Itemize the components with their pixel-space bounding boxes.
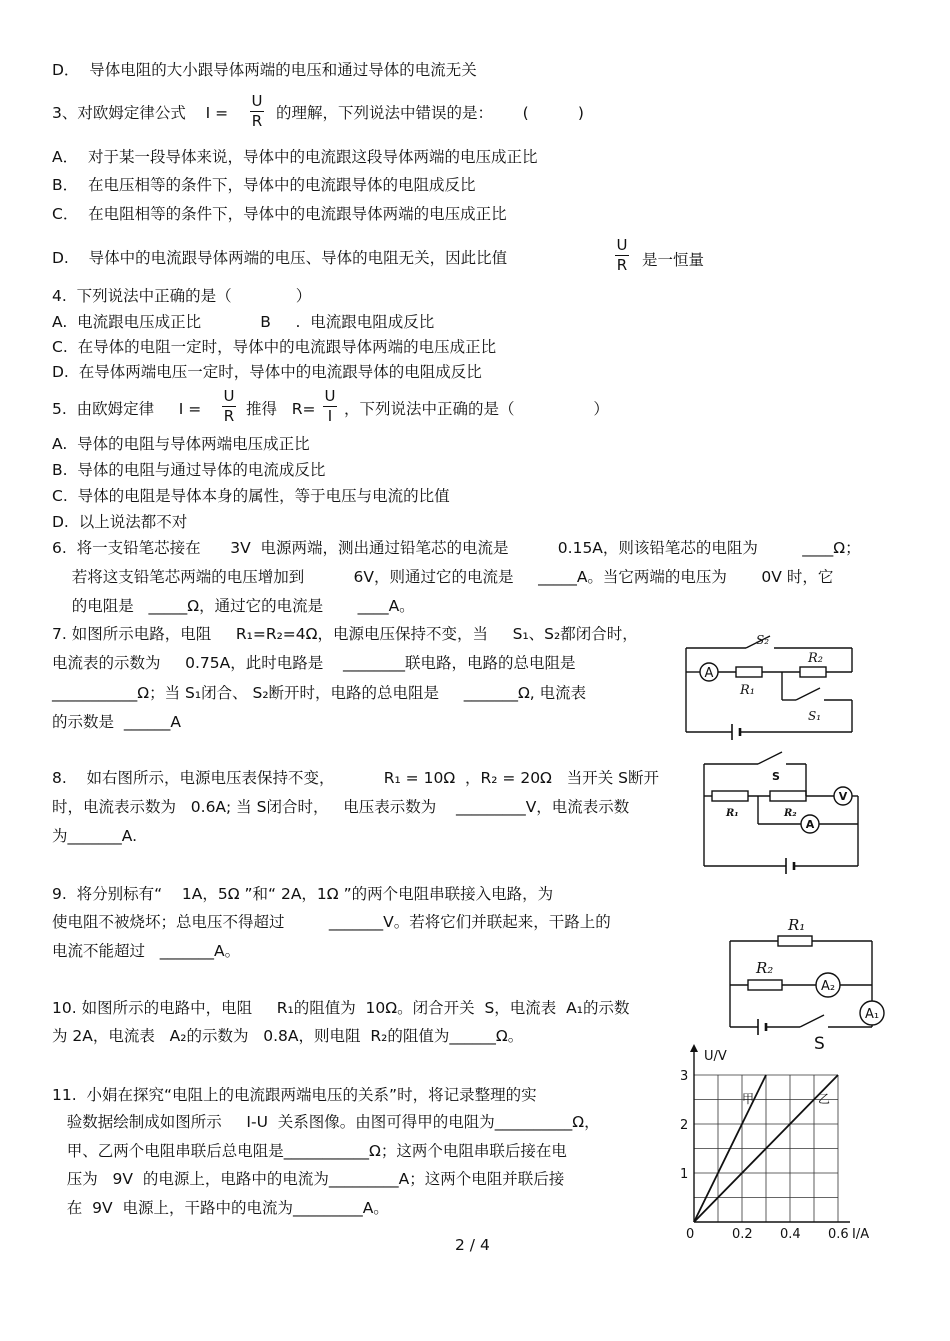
switch-label: S (814, 1034, 825, 1054)
q10-line-2: 为 2A，电流表 A₂的示数为 0.8A，则电阻 R₂的阻值为______Ω。 (52, 1027, 524, 1045)
q10-line-1: 10. 如图所示的电路中，电阻 R₁的阻值为 10Ω。闭合开关 S，电流表 A₁的示数 (52, 999, 630, 1017)
iu-graph (680, 1042, 880, 1242)
chart-axes (690, 1044, 850, 1222)
r1-label: R₁ (740, 683, 755, 698)
q7-line-3: ___________Ω；当 S₁闭合、 S₂断开时，电路的总电阻是 _______Ω, 电流表 (52, 684, 587, 702)
ammeter-a2-label: A₂ (820, 979, 836, 994)
x-tick-label: 0.4 (780, 1227, 801, 1242)
q4-stem: 4. 下列说法中正确的是（ ） (52, 287, 312, 305)
frac-denominator: R (616, 256, 628, 274)
q5-option-b: B. 导体的电阻与通过导体的电流成反比 (52, 461, 326, 479)
ammeter-a1-label: A₁ (864, 1007, 880, 1022)
q5-stem-c: ，下列说法中正确的是（ ） (344, 400, 609, 418)
q8-line-1: 8. 如右图所示，电源电压表保持不变， R₁ = 10Ω ，R₂ = 20Ω 当开关 S断开 (52, 769, 659, 787)
voltmeter-label: V (838, 790, 848, 803)
q3-option-d-tail: 是一恒量 (642, 251, 705, 269)
ammeter-label: A (704, 666, 714, 681)
q7-line-4: 的示数是 ______A (52, 713, 181, 731)
frac-denominator: I (327, 407, 333, 425)
y-tick-label: 2 (680, 1118, 689, 1133)
r2-label: R₂ (784, 808, 797, 819)
q4-option-c: C. 在导体的电阻一定时，导体中的电流跟导体两端的电压成正比 (52, 338, 497, 356)
frac-denominator: R (223, 407, 235, 425)
q3-option-d: D. 导体中的电流跟导体两端的电压、导体的电阻无关，因此比值 (52, 249, 508, 267)
q9-line-1: 9. 将分别标有“ 1A，5Ω ”和“ 2A，1Ω ”的两个电阻串联接入电路，为 (52, 885, 554, 903)
r1-label: R₁ (788, 916, 806, 934)
q6-line-2: 若将这支铅笔芯两端的电压增加到 6V，则通过它的电流是 _____A。当它两端的电压为 0V 时，它 (52, 568, 834, 586)
q5-stem-b: 推得 R= (246, 400, 316, 418)
ammeter-label: A (805, 818, 815, 831)
q6-line-3: 的电阻是 _____Ω，通过它的电流是 ____A。 (52, 597, 415, 615)
q11-line-4: 压为 9V 的电源上，电路中的电流为_________A；这两个电阻并联后接 (52, 1170, 565, 1188)
q5-stem-a: 5. 由欧姆定律 I = (52, 400, 202, 418)
x-tick-label: 0.6 (828, 1227, 849, 1242)
y-tick-label: 1 (680, 1167, 689, 1182)
q8-line-3: 为_______A. (52, 827, 138, 845)
q4-option-ab: A. 电流跟电压成正比 B . 电流跟电阻成反比 (52, 313, 435, 331)
q4-option-d: D. 在导体两端电压一定时，导体中的电流跟导体的电阻成反比 (52, 363, 482, 381)
q11-line-5: 在 9V 电源上，干路中的电流为_________A。 (52, 1199, 389, 1217)
q5-option-c: C. 导体的电阻是导体本身的属性，等于电压与电流的比值 (52, 487, 450, 505)
q3-option-c: C． 在电阻相等的条件下，导体中的电流跟导体两端的电压成正比 (52, 205, 507, 223)
q7-line-1: 7. 如图所示电路，电阻 R₁=R₂=4Ω，电源电压保持不变，当 S₁、S₂都闭合时， (52, 625, 638, 643)
q3-option-b: B． 在电压相等的条件下，导体中的电流跟导体的电阻成反比 (52, 176, 476, 194)
q11-line-2: 验数据绘制成如图所示 I-U 关系图像。由图可得甲的电阻为__________Ω， (52, 1113, 600, 1131)
x-tick-label: 0 (686, 1227, 695, 1242)
frac-numerator: U (251, 92, 263, 110)
x-tick-label: 0.2 (732, 1227, 753, 1242)
circuit-diagram-q8 (702, 760, 862, 872)
s2-label: S₂ (756, 633, 770, 647)
circuit-diagram-q10 (728, 915, 888, 1054)
q11-line-1: 11. 小娟在探究“电阻上的电流跟两端电压的关系”时，将记录整理的实 (52, 1086, 537, 1104)
option-d-prev: D． 导体电阻的大小跟导体两端的电压和通过导体的电流无关 (52, 61, 477, 79)
q5-option-a: A. 导体的电阻与导体两端电压成正比 (52, 435, 310, 453)
y-axis-label: U/V (704, 1049, 727, 1064)
frac-numerator: U (324, 387, 336, 405)
q3-option-a: A． 对于某一段导体来说，导体中的电流跟这段导体两端的电压成正比 (52, 148, 538, 166)
q9-line-2: 使电阻不被烧坏；总电压不得超过 _______V。若将它们并联起来，干路上的 (52, 913, 611, 931)
frac-denominator: R (251, 112, 263, 130)
q5-fraction-1 (222, 388, 236, 425)
q3-fraction (250, 93, 264, 130)
series-label: 乙 (818, 1092, 831, 1106)
q11-line-3: 甲、乙两个电阻串联后总电阻是___________Ω；这两个电阻串联后接在电 (52, 1142, 567, 1160)
y-tick-label: 3 (680, 1069, 689, 1084)
series-label: 甲 (742, 1092, 755, 1106)
q5-option-d: D. 以上说法都不对 (52, 513, 188, 531)
q3-stem: 3、对欧姆定律公式 I = (52, 104, 229, 122)
q5-fraction-2 (323, 388, 337, 425)
q7-line-2: 电流表的示数为 0.75A，此时电路是 ________联电路，电路的总电阻是 (52, 654, 576, 672)
frac-numerator: U (616, 236, 628, 254)
switch-label: S (772, 770, 780, 783)
frac-numerator: U (223, 387, 235, 405)
s1-label: S₁ (808, 709, 822, 723)
circuit-diagram-q7 (682, 622, 858, 747)
q9-line-3: 电流不能超过 _______A。 (52, 942, 241, 960)
q3-tail: 的理解，下列说法中错误的是： ( ) (276, 104, 584, 122)
r1-label: R₁ (726, 808, 739, 819)
r2-label: R₂ (808, 651, 823, 666)
q8-line-2: 时，电流表示数为 0.6A; 当 S闭合时， 电压表示数为 _________V，电流表示数 (52, 798, 630, 816)
x-axis-label: I/A (852, 1227, 870, 1242)
q6-line-1: 6. 将一支铅笔芯接在 3V 电源两端，测出通过铅笔芯的电流是 0.15A，则该铅笔芯的电阻为 ____Ω； (52, 539, 861, 557)
y-axis-arrow (690, 1044, 698, 1052)
q3d-fraction (615, 237, 629, 274)
page-number: 2 / 4 (455, 1236, 490, 1254)
r2-label: R₂ (756, 959, 774, 977)
